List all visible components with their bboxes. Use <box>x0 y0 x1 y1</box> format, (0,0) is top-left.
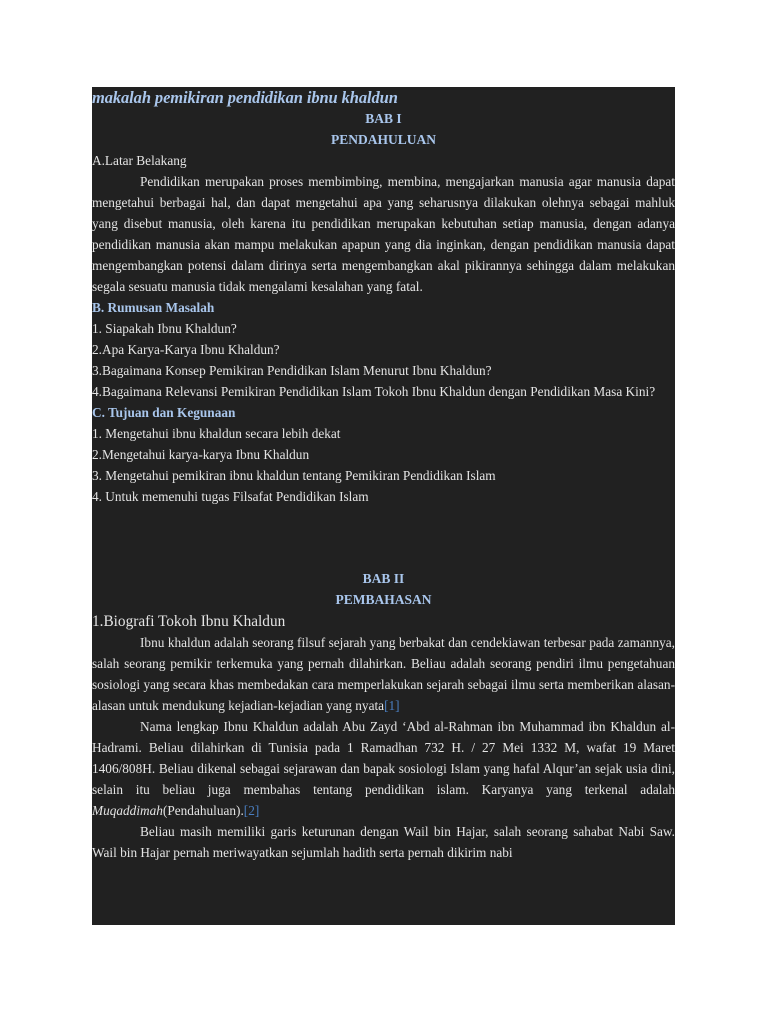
section-a-paragraph: Pendidikan merupakan proses membimbing, membina, mengajarkan manusia agar manusia dapat mengetahui berbagai hal, dan dapat mengetahui apa yang seharusnya dilakukan olehnya sebagai mahluk yang disebut manusia, oleh karena itu pendidikan merupakan kebutuhan setiap manusia, dengan adanya pendidikan manusia akan mampu melakukan apapun yang dia inginkan, dengan pendidikan manusia dapat mengembangkan potensi dalam dirinya serta mengembangkan akal pikirannya sehingga dalam melakukan segala sesuatu manusia tidak mengalami kesalahan yang fatal. <box>92 174 675 294</box>
footnote-link[interactable]: [2] <box>243 803 260 818</box>
paragraph-text: Nama lengkap Ibnu Khaldun adalah Abu Zayd ‘Abd al-Rahman ibn Muhammad ibn Khaldun al-Hadrami. Beliau dilahirkan di Tunisia pada 1 Ramadhan 732 H. / 27 Mei 1332 M, wafat 19 Maret 1406/808H. Beliau dikenal sebagai sejarawan dan bapak sosiologi Islam yang hafal Alqur’an sejak usia dini, selain itu beliau juga membahas tentang pendidikan islam. Karyanya yang terkenal adalah <box>92 719 675 797</box>
bab1-name: PENDAHULUAN <box>330 132 436 147</box>
section-spacer <box>92 507 675 568</box>
bab1-number: BAB I <box>365 111 402 126</box>
list-item: 2.Mengetahui karya-karya Ibnu Khaldun <box>92 447 310 462</box>
paragraph-text-tail: (Pendahuluan). <box>162 803 244 818</box>
list-item: 3.Bagaimana Konsep Pemikiran Pendidikan Islam Menurut Ibnu Khaldun? <box>92 363 492 378</box>
document-page <box>92 87 675 925</box>
bab2-name: PEMBAHASAN <box>335 592 432 607</box>
biografi-paragraph-1 <box>92 632 675 716</box>
list-item: 1. Siapakah Ibnu Khaldun? <box>92 321 237 336</box>
list-item: 2.Apa Karya-Karya Ibnu Khaldun? <box>92 342 280 357</box>
bab2-number: BAB II <box>362 571 405 586</box>
section-1-heading: 1.Biografi Tokoh Ibnu Khaldun <box>92 613 286 630</box>
list-item: 1. Mengetahui ibnu khaldun secara lebih dekat <box>92 426 341 441</box>
section-a-heading: A.Latar Belakang <box>92 153 187 168</box>
section-b-heading: B. Rumusan Masalah <box>92 300 215 315</box>
list-item: 4. Untuk memenuhi tugas Filsafat Pendidikan Islam <box>92 489 369 504</box>
biografi-paragraph-3: Beliau masih memiliki garis keturunan dengan Wail bin Hajar, salah seorang sahabat Nabi Saw. Wail bin Hajar pernah meriwayatkan sejumlah hadith serta pernah dikirim nabi <box>92 824 675 860</box>
biografi-paragraph-2 <box>92 716 675 821</box>
section-c-heading: C. Tujuan dan Kegunaan <box>92 405 236 420</box>
book-title: Muqaddimah <box>92 803 163 818</box>
list-item: 3. Mengetahui pemikiran ibnu khaldun tentang Pemikiran Pendidikan Islam <box>92 468 496 483</box>
document-title: makalah pemikiran pendidikan ibnu khaldun <box>92 88 398 107</box>
list-item: 4.Bagaimana Relevansi Pemikiran Pendidikan Islam Tokoh Ibnu Khaldun dengan Pendidikan Masa Kini? <box>92 384 656 399</box>
footnote-link[interactable]: [1] <box>384 698 400 713</box>
paragraph-text: Ibnu khaldun adalah seorang filsuf sejarah yang berbakat dan cendekiawan terbesar pada zamannya, salah seorang pemikir terkemuka yang pernah dilahirkan. Beliau adalah seorang pendiri ilmu pengetahuan sosiologi yang secara khas membedakan cara memperlakukan sejarah sebagai ilmu serta memberikan alasan-alasan untuk mendukung kejadian-kejadian yang nyata <box>92 635 675 713</box>
